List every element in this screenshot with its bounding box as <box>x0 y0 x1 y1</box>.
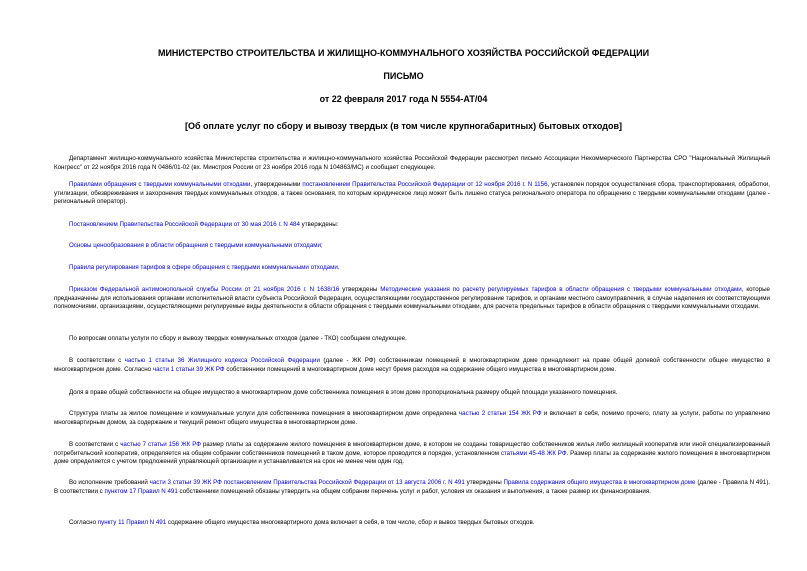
paragraph-text: , установлен порядок осуществления сбора, транспортирования, обработки, утилизации, обезвреживания и захоронения твердых коммунальных отходов, а также основания, по которым юридическое лицо может быть лишено статуса регионального оператора по обращению с твердыми коммунальными отходами (далее - региональный оператор). <box>54 181 770 206</box>
paragraph-6 <box>54 286 770 312</box>
paragraph-text: собственники помещений в многоквартирном доме несут бремя расходов на содержание общего имущества в многоквартирном доме. <box>224 365 617 373</box>
paragraph-text: . Размер платы за содержание жилого помещения в многоквартирном доме определяется с учетом предложений управляющей организации и устанавливается на срок не менее чем один год. <box>54 449 771 466</box>
link-maintenance-rules[interactable]: Правила содержания общего имущества в многоквартирном доме <box>503 479 696 486</box>
paragraph-5 <box>54 264 770 273</box>
link-resolution-491[interactable]: постановлением Правительства Российской Федерации от 13 августа 2006 г. N 491 <box>221 479 465 486</box>
paragraph-text: По вопросам оплаты услуги по сбору и вывозу твердых коммунальных отходов (далее - ТКО) сообщаем следующее. <box>69 335 407 342</box>
paragraph-text: размер платы за содержание жилого помещения в многоквартирном доме, в котором не созданы товарищество собственников жилья либо жилищный кооператив или иной специализированный потребительский кооператив, определяется на общем собрании собственников помещений в таком доме, которое проводится в порядке, установленном <box>54 441 770 457</box>
paragraph-text: В соответствии с <box>69 357 125 364</box>
paragraph-13 <box>54 519 770 528</box>
link-tariff-rules[interactable]: Правила регулирования тарифов в сфере обращения с твердыми коммунальными отходами. <box>69 264 340 271</box>
paragraph-12 <box>54 479 770 496</box>
link-resolution-484[interactable]: Постановлением Правительства Российской Федерации от 30 мая 2016 г. N 484 <box>69 221 300 228</box>
doc-type-heading: ПИСЬМО <box>383 71 424 81</box>
link-rules-491-p11[interactable]: пункту 11 Правил N 491 <box>97 519 167 526</box>
link-pricing-basics[interactable]: Основы ценообразования в области обращения с твердыми коммунальными отходами; <box>69 242 323 249</box>
paragraph-text: В соответствии с <box>69 441 121 448</box>
paragraph-9 <box>54 389 770 398</box>
paragraph-text: и включает в себя, помимо прочего, плату за услуги, работы по управлению многоквартирным домом, за содержание и текущий ремонт общего имущества в многоквартирном доме. <box>54 410 771 426</box>
link-housing-code-45-48[interactable]: статьями 45-48 ЖК РФ <box>500 449 567 457</box>
link-fas-order[interactable]: Приказом Федеральной антимонопольной службы России от 21 ноября 2016 г. N 1638/16 <box>69 286 340 293</box>
paragraph-7 <box>54 335 770 344</box>
ministry-heading: МИНИСТЕРСТВО СТРОИТЕЛЬСТВА И ЖИЛИЩНО-КОММУНАЛЬНОГО ХОЗЯЙСТВА РОССИЙСКОЙ ФЕДЕРАЦИИ <box>157 48 650 58</box>
paragraph-text: , которые предназначены для использования органами исполнительной власти субъекта Российской Федерации, осуществляющими государственное регулирование тарифов, и органами местного самоуправления, в случае наделения их соответствующими полномочиями, организациями, осуществляющими регулируемые виды деятельности в области обращения с твердыми коммунальными отходами, для расчета предельных тарифов в области обращения с твердыми коммунальными отходами. <box>54 286 770 311</box>
paragraph-text: утверждены <box>464 479 504 486</box>
paragraph-text: Структура платы за жилое помещение и коммунальные услуги для собственника помещения в многоквартирном доме определена <box>69 410 459 417</box>
link-methodical-guidelines[interactable]: Методические указания по расчету регулируемых тарифов в области обращения с твердыми коммунальными отходами <box>380 286 742 293</box>
paragraph-text: (далее - Правила N 491). В соответствии с <box>54 479 770 495</box>
paragraph-text: Во исполнение требований <box>69 479 150 486</box>
paragraph-text: утверждены: <box>299 221 339 228</box>
paragraph-text: , утвержденными <box>250 181 303 188</box>
link-housing-code-36[interactable]: частью 1 статьи 36 Жилищного кодекса Российской Федерации <box>124 357 320 364</box>
paragraph-8 <box>54 357 770 374</box>
paragraph-10 <box>54 410 770 427</box>
paragraph-2 <box>54 181 770 207</box>
paragraph-11 <box>54 441 770 467</box>
link-housing-code-156[interactable]: частью 7 статьи 156 ЖК РФ <box>120 441 201 448</box>
paragraph-text: (далее - ЖК РФ) собственникам помещений в многоквартирном доме принадлежит на праве общей долевой собственности общее имущество в многоквартирном доме. Согласно <box>54 357 770 373</box>
paragraph-text: утверждены <box>339 286 381 293</box>
paragraph-text: Доля в праве общей собственности на общее имущество в многоквартирном доме собственника помещения в этом доме пропорциональна размеру общей площади указанного помещения. <box>69 389 618 396</box>
paragraph-3 <box>54 221 770 230</box>
link-tko-rules[interactable]: Правилами обращения с твердыми коммунальными отходами <box>69 181 251 188</box>
paragraph-1 <box>54 155 770 172</box>
link-housing-code-39-3[interactable]: части 3 статьи 39 ЖК РФ <box>149 479 222 486</box>
link-rules-491-p17[interactable]: пунктом 17 Правил N 491 <box>104 487 178 495</box>
doc-date-number: от 22 февраля 2017 года N 5554-АТ/04 <box>319 94 488 104</box>
link-housing-code-39[interactable]: части 1 статьи 39 ЖК РФ <box>152 365 225 373</box>
paragraph-text: Департамент жилищно-коммунального хозяйства Министерства строительства и жилищно-коммунального хозяйства Российской Федерации рассмотрел письмо Ассоциации Некоммерческого Партнерства СРО "Национальный Жилищный Конгресс" от 22 ноября 2016 года N 0486/01-02 (вх. Минстроя России от 23 ноября 2016 года N 104863/МС) и сообщает следующее. <box>54 155 770 171</box>
doc-subject: [Об оплате услуг по сбору и вывозу твердых (в том числе крупногабаритных) бытовых отходов] <box>184 121 623 131</box>
link-resolution-1156[interactable]: постановлением Правительства Российской Федерации от 12 ноября 2016 г. N 1156 <box>302 181 548 188</box>
link-housing-code-154[interactable]: частью 2 статьи 154 ЖК РФ <box>458 410 542 417</box>
paragraph-text: содержание общего имущества многоквартирного дома включает в себя, в том числе, сбор и вывоз твердых бытовых отходов. <box>166 519 535 526</box>
paragraph-text: собственники помещений обязаны утвердить на общем собрании перечень услуг и работ, условия их оказания и выполнения, а также размер их финансирования. <box>177 487 651 495</box>
paragraph-text: Согласно <box>69 519 98 526</box>
paragraph-4 <box>54 242 770 251</box>
